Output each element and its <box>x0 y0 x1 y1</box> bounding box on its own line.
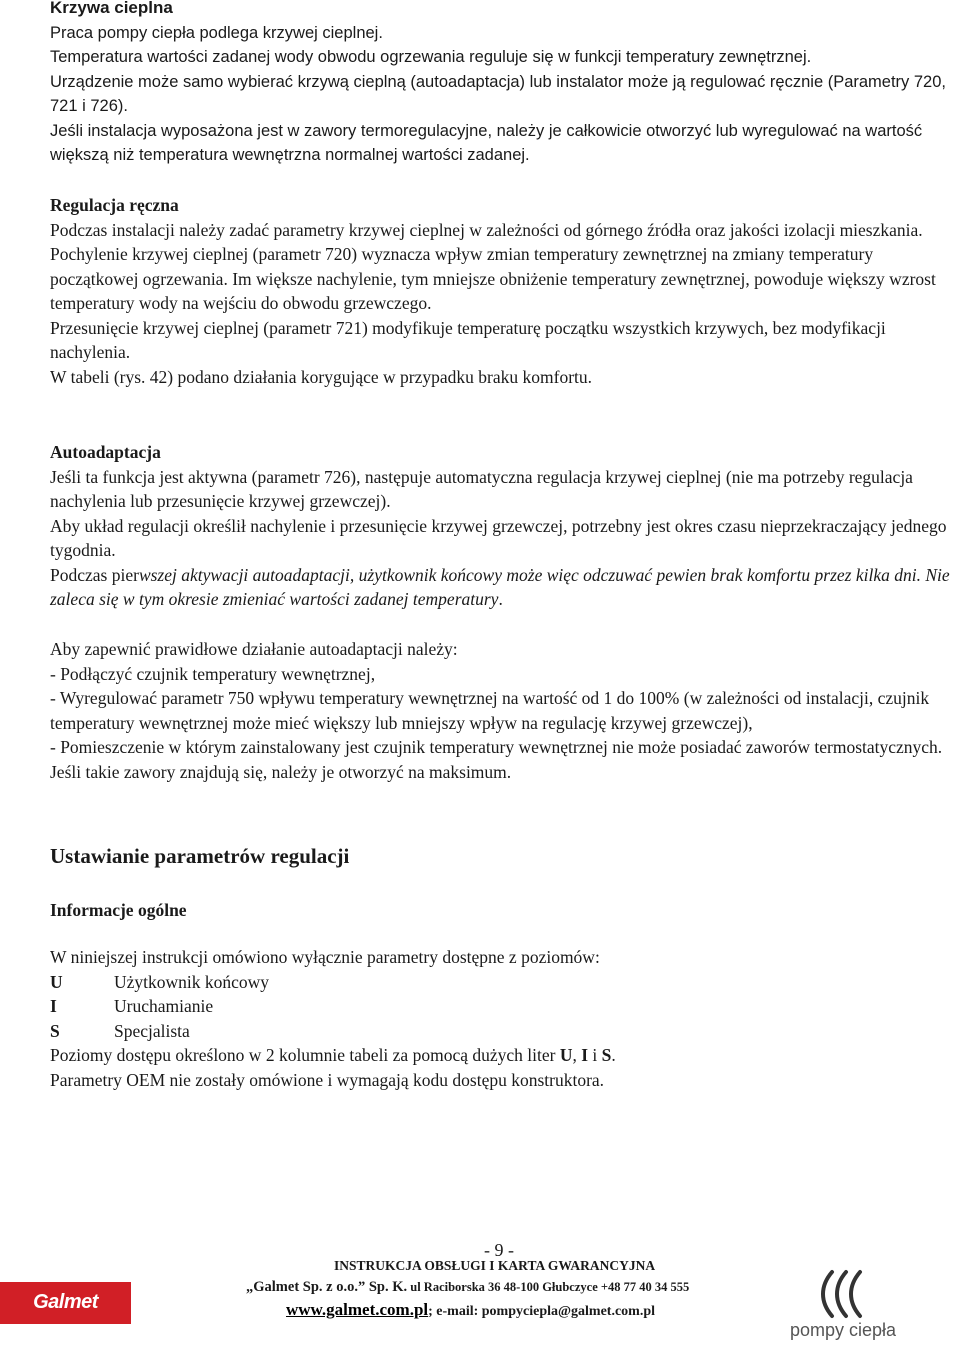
footer-email: ; e-mail: pompyciepla@galmet.com.pl <box>428 1304 655 1319</box>
level-row-i <box>50 994 950 1019</box>
footer-website-link[interactable]: www.galmet.com.pl <box>286 1300 429 1319</box>
heading-informacje-ogolne: Informacje ogólne <box>50 900 187 920</box>
footer-company-line <box>246 1279 689 1296</box>
footer-address: ul Raciborska 36 48-100 Głubczyce +48 77 40 34 555 <box>407 1280 690 1294</box>
poziomy-note-i: I <box>581 1045 589 1065</box>
warunki-item-1: - Podłączyć czujnik temperatury wewnętrznej, <box>50 663 376 684</box>
level-key: S <box>50 1020 60 1041</box>
heading-ustawianie-parametrow: Ustawianie parametrów regulacji <box>50 844 350 868</box>
heading-autoadaptacja: Autoadaptacja <box>50 442 161 462</box>
krzywa-line-1: Praca pompy ciepła podlega krzywej cieplnej. <box>50 23 383 42</box>
poziomy-note-u: U <box>559 1045 573 1065</box>
pompy-ciepla-logo-text: pompy ciepła <box>790 1320 897 1340</box>
section-autoadaptacja <box>50 440 950 612</box>
krzywa-valves-paragraph: Jeśli instalacja wyposażona jest w zawory termoregulacyjne, należy je całkowicie otworzyć lub wyregulować na wartość większą niż temperatura wewnętrzna normalnej wartości zadanej. <box>50 121 923 164</box>
reczna-paragraph-1: Podczas instalacji należy zadać parametry krzywej cieplnej w zależności od górnego źródła oraz jakości izolacji mieszkania. <box>50 219 923 240</box>
level-label: Użytkownik końcowy <box>114 971 270 992</box>
krzywa-line-2: Temperatura wartości zadanej wody obwodu ogrzewania reguluje się w funkcji temperatury zewnętrznej. <box>50 48 812 66</box>
heading-krzywa-cieplna: Krzywa cieplna <box>50 0 173 17</box>
auto-paragraph-3 <box>50 563 950 612</box>
section-poziomy-dostepu <box>50 945 950 1092</box>
poziomy-note-and: i <box>588 1045 602 1065</box>
galmet-logo-text: Galmet <box>33 1291 98 1313</box>
auto-paragraph-1: Jeśli ta funkcja jest aktywna (parametr 726), następuje automatyczna regulacja krzywej cieplnej (nie ma potrzeby regulacja nachylenia lub przesunięcie krzywej grzewczej). <box>50 466 913 511</box>
oem-note: Parametry OEM nie zostały omówione i wymagają kodu dostępu konstruktora. <box>50 1069 605 1090</box>
reczna-paragraph-3: Przesunięcie krzywej cieplnej (parametr 721) modyfikuje temperaturę początku wszystkich krzywych, bez modyfikacji nachylenia. <box>50 317 886 362</box>
warunki-item-3: - Pomieszczenie w którym zainstalowany jest czujnik temperatury wewnętrznej nie może posiadać zaworów termostatycznych. Jeśli takie zawory znajdują się, należy je otworzyć na maksimum. <box>50 737 943 782</box>
level-label: Uruchamianie <box>114 996 214 1016</box>
reczna-paragraph-2: Pochylenie krzywej cieplnej (parametr 720) wyznacza wpływ zmian temperatury zewnętrznej na zmiany temperatury początkowej ogrzewania. Im większe nachylenie, tym mniejsze obniżenie temperatury zewnętrznej, powoduje większy wzrost temperatury wody na wejściu do obwodu grzewczego. <box>50 244 936 313</box>
level-row-s <box>50 1019 950 1044</box>
footer-company: „Galmet Sp. z o.o.” Sp. K. <box>246 1279 408 1295</box>
poziomy-note-comma: , <box>572 1045 582 1065</box>
heading-regulacja-reczna: Regulacja ręczna <box>50 195 179 215</box>
footer-doc-title: INSTRUKCJA OBSŁUGI I KARTA GWARANCYJNA <box>334 1258 656 1273</box>
auto-paragraph-3-start: Podczas pier <box>50 564 139 585</box>
poziomy-note-text: Poziomy dostępu określono w 2 kolumnie tabeli za pomocą dużych liter <box>50 1045 560 1065</box>
auto-paragraph-2: Aby układ regulacji określił nachylenie i przesunięcie krzywej grzewczej, potrzebny jest okres czasu nieprzekraczający jednego tygodnia. <box>50 515 947 560</box>
auto-paragraph-3-end: . <box>498 589 503 609</box>
section-informacje-ogolne <box>50 898 950 923</box>
pompy-ciepla-logo <box>780 1266 930 1352</box>
section-krzywa-cieplna <box>50 0 950 168</box>
footer-contact-line <box>286 1300 655 1320</box>
warunki-item-2: - Wyregulować parametr 750 wpływu temperatury wewnętrznej na wartość od 1 do 100% (w zależności od instalacji, czujnik temperatury wewnętrznej może mieć większy lub mniejszy wpływ na regulację krzywej grzewczej), <box>50 688 930 733</box>
page-number: - 9 - <box>484 1240 514 1260</box>
poziomy-note <box>50 1043 950 1068</box>
warunki-intro: Aby zapewnić prawidłowe działanie autoadaptacji należy: <box>50 639 458 659</box>
level-key: I <box>50 996 57 1016</box>
level-row-u <box>50 970 950 995</box>
page-footer <box>0 1236 960 1354</box>
pompy-ciepla-logo-icon <box>780 1266 930 1322</box>
section-ustawianie-parametrow <box>50 842 950 870</box>
galmet-logo <box>0 1282 131 1324</box>
poziomy-intro: W niniejszej instrukcji omówiono wyłącznie parametry dostępne z poziomów: <box>50 947 600 967</box>
poziomy-note-s: S <box>601 1045 612 1065</box>
krzywa-line-3: Urządzenie może samo wybierać krzywą cieplną (autoadaptacja) lub instalator może ją regulować ręcznie (Parametry 720, 721 i 726). <box>50 72 946 115</box>
level-key: U <box>50 971 63 992</box>
auto-paragraph-3-italic: wszej aktywacji autoadaptacji, użytkownik końcowy może więc odczuwać pewien brak komfortu przez kilka dni. Nie zaleca się w tym okresie zmieniać wartości zadanej temperatury <box>50 564 950 609</box>
level-label: Specjalista <box>114 1020 190 1041</box>
section-regulacja-reczna <box>50 193 950 389</box>
section-warunki-autoadaptacji <box>50 637 950 784</box>
reczna-paragraph-4: W tabeli (rys. 42) podano działania korygujące w przypadku braku komfortu. <box>50 366 593 387</box>
poziomy-note-dot: . <box>611 1045 616 1065</box>
